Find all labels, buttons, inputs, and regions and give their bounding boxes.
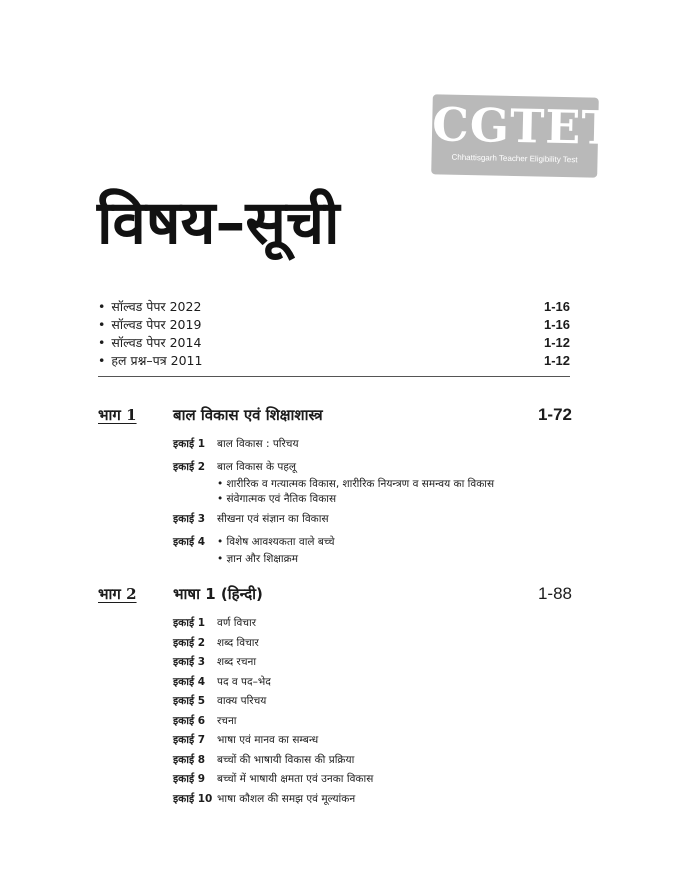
unit-title: भाषा कौशल की समझ एवं मूल्यांकन xyxy=(217,792,356,805)
unit-item xyxy=(173,673,572,693)
page-range: 1-12 xyxy=(543,353,570,368)
divider xyxy=(98,376,570,377)
unit-list xyxy=(173,614,572,809)
part-title: बाल विकास एवं शिक्षाशास्त्र xyxy=(173,406,323,424)
unit-title: रचना xyxy=(217,714,237,727)
unit-title: बाल विकास के पहलू xyxy=(217,460,297,473)
logo-subtitle: Chhattisgarh Teacher Eligibility Test xyxy=(451,152,578,165)
bullet-icon: • xyxy=(98,353,106,368)
part-label: भाग 1 xyxy=(98,406,137,424)
unit-item xyxy=(173,712,572,732)
unit-title: बच्चों में भाषायी क्षमता एवं उनका विकास xyxy=(217,773,374,785)
unit-title: वर्ण विचार xyxy=(217,617,257,629)
unit-label: इकाई 2 xyxy=(173,636,206,649)
unit-subtopic: • संवेगात्मक एवं नैतिक विकास xyxy=(217,493,337,505)
unit-item xyxy=(173,751,572,771)
unit-label: इकाई 5 xyxy=(173,695,206,707)
unit-title: शब्द विचार xyxy=(217,636,259,649)
unit-item xyxy=(173,634,572,654)
list-item xyxy=(98,298,570,316)
unit-label: इकाई 6 xyxy=(173,714,206,727)
list-item xyxy=(98,334,570,352)
unit-item xyxy=(173,731,572,751)
unit-label: इकाई 4 xyxy=(173,535,206,548)
page-range: 1-12 xyxy=(543,335,570,350)
cgtet-logo xyxy=(431,94,618,177)
paper-label: सॉल्वड पेपर 2019 xyxy=(111,317,202,332)
page-range: 1-16 xyxy=(543,317,570,332)
part-page-range: 1-88 xyxy=(537,584,572,603)
bullet-icon: • xyxy=(98,317,106,332)
unit-list xyxy=(173,435,572,567)
paper-label: हल प्रश्न–पत्र 2011 xyxy=(111,353,203,368)
unit-title: भाषा एवं मानव का सम्बन्ध xyxy=(217,734,319,746)
bullet-icon: • xyxy=(98,299,106,314)
unit-title: पद व पद–भेद xyxy=(217,675,271,688)
unit-title: सीखना एवं संज्ञान का विकास xyxy=(217,513,329,525)
unit-subtopic: • ज्ञान और शिक्षाक्रम xyxy=(217,553,298,565)
page-range: 1-16 xyxy=(543,299,570,314)
unit-item xyxy=(173,692,572,712)
unit-label: इकाई 4 xyxy=(173,675,206,688)
paper-label: सॉल्वड पेपर 2022 xyxy=(111,299,202,314)
unit-title: • विशेष आवश्यकता वाले बच्चे xyxy=(217,535,335,548)
unit-item xyxy=(173,614,572,634)
unit-label: इकाई 2 xyxy=(173,460,206,473)
unit-title: बाल विकास : परिचय xyxy=(217,438,299,450)
unit-item xyxy=(173,533,572,553)
unit-item xyxy=(173,458,572,478)
part-2-section xyxy=(98,584,572,809)
part-page-range: 1-72 xyxy=(537,405,572,424)
unit-item xyxy=(173,435,572,455)
unit-label: इकाई 1 xyxy=(173,617,206,629)
unit-label: इकाई 3 xyxy=(173,513,206,525)
unit-subtopic: • शारीरिक व गत्यात्मक विकास, शारीरिक नियन्त्रण व समन्वय का विकास xyxy=(217,478,495,490)
list-item xyxy=(98,352,570,370)
bullet-icon: • xyxy=(98,335,106,350)
list-item xyxy=(98,316,570,334)
unit-title: बच्चों की भाषायी विकास की प्रक्रिया xyxy=(217,753,355,766)
unit-item xyxy=(173,770,572,790)
unit-item xyxy=(173,653,572,673)
unit-title: वाक्य परिचय xyxy=(217,695,267,707)
page-title: विषय–सूची xyxy=(97,188,340,258)
unit-title: शब्द रचना xyxy=(217,656,257,668)
unit-label: इकाई 7 xyxy=(173,734,206,746)
part-header xyxy=(98,584,572,614)
part-title: भाषा 1 (हिन्दी) xyxy=(173,585,263,603)
part-label: भाग 2 xyxy=(98,585,137,603)
paper-label: सॉल्वड पेपर 2014 xyxy=(111,335,202,350)
logo-title: CGTET xyxy=(431,97,618,156)
unit-item xyxy=(173,510,572,530)
unit-item xyxy=(173,790,572,810)
part-header xyxy=(98,405,572,435)
solved-papers-list xyxy=(98,298,570,370)
part-1-section xyxy=(98,405,572,567)
unit-label: इकाई 3 xyxy=(173,656,206,668)
unit-label: इकाई 8 xyxy=(173,753,206,766)
unit-label: इकाई 10 xyxy=(173,792,213,805)
unit-label: इकाई 1 xyxy=(173,438,206,450)
unit-label: इकाई 9 xyxy=(173,773,206,785)
